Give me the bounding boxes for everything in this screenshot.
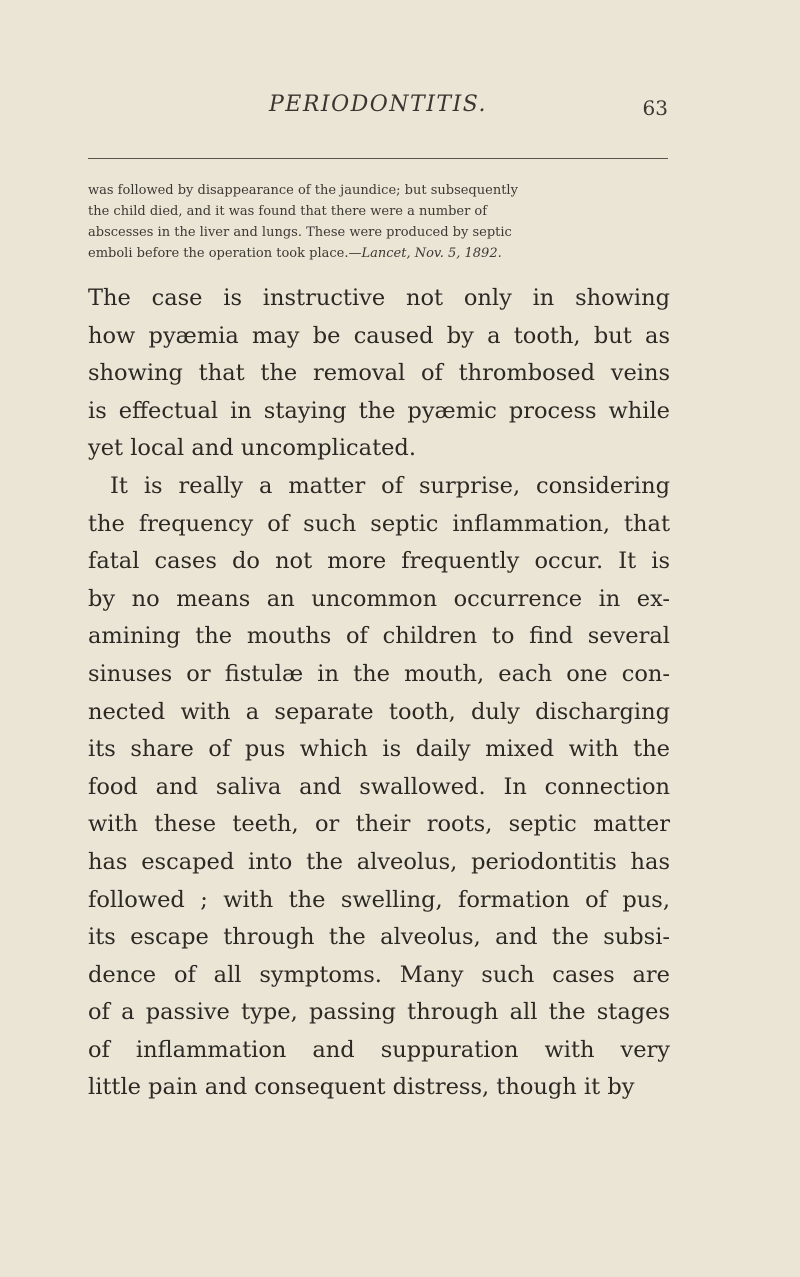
paragraph-start-line: It is really a matter of surprise, considering [110, 472, 670, 499]
footnote-line: abscesses in the liver and lungs. These were produced by septic [88, 225, 512, 240]
text-line: The case is instructive not only in showing [88, 285, 670, 311]
text-line: amining the mouths of children to find several [88, 623, 670, 650]
text-line: food and saliva and swallowed. In connection [88, 773, 670, 800]
running-head [88, 92, 668, 132]
text-line: dence of all symptoms. Many such cases are [88, 961, 670, 988]
text-line: how pyæmia may be caused by a tooth, but as [88, 322, 670, 349]
running-title: PERIODONTITIS. [268, 92, 488, 117]
text-line: little pain and consequent distress, though it by [88, 1074, 635, 1101]
text-line: fatal cases do not more frequently occur. It is [88, 548, 670, 575]
header-rule [88, 158, 668, 159]
footnote-citation: Lancet, Nov. 5, 1892. [361, 246, 502, 261]
text-line: of inflammation and suppuration with very [88, 1036, 670, 1063]
paragraph-end-line: yet local and uncomplicated. [88, 435, 416, 462]
text-line: its share of pus which is daily mixed with the [88, 736, 670, 763]
page-number: 63 [642, 96, 668, 120]
text-line: is effectual in staying the pyæmic process while [88, 397, 670, 424]
footnote [88, 180, 668, 264]
text-line: the frequency of such septic inflammation, that [88, 510, 670, 537]
text-line: its escape through the alveolus, and the subsi- [88, 924, 670, 951]
text-line: of a passive type, passing through all the stages [88, 999, 670, 1026]
text-line: has escaped into the alveolus, periodontitis has [88, 848, 670, 875]
text-line: by no means an uncommon occurrence in ex- [88, 585, 670, 612]
footnote-last-line [88, 243, 668, 264]
text-line: followed ; with the swelling, formation of pus, [88, 886, 670, 913]
text-line: with these teeth, or their roots, septic matter [88, 811, 670, 838]
footnote-text: emboli before the operation took place.— [88, 246, 362, 261]
body-text [88, 280, 670, 1107]
footnote-line: was followed by disappearance of the jaundice; but subsequently [88, 183, 518, 198]
text-line: showing that the removal of thrombosed veins [88, 360, 670, 387]
footnote-line: the child died, and it was found that there were a number of [88, 204, 488, 219]
text-line: nected with a separate tooth, duly discharging [88, 698, 670, 725]
text-line: sinuses or fistulæ in the mouth, each one con- [88, 660, 670, 687]
